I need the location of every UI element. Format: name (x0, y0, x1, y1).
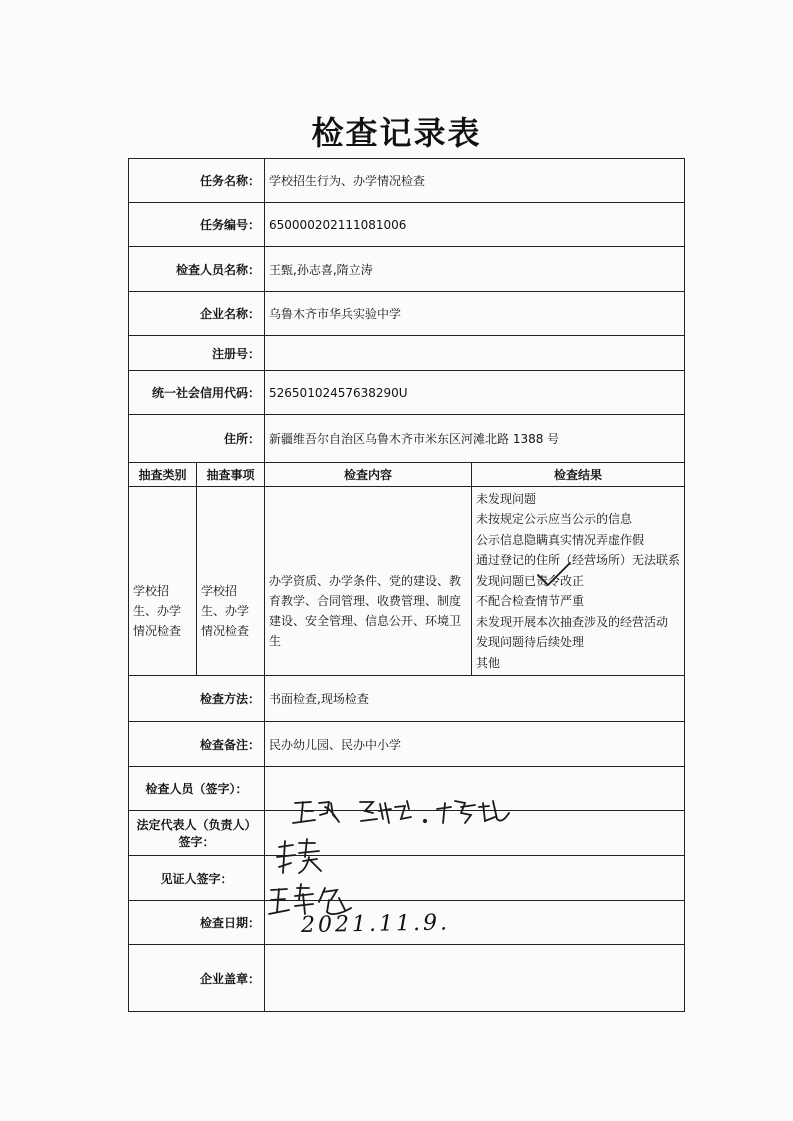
address-value: 新疆维吾尔自治区乌鲁木齐市米东区河滩北路 1388 号 (265, 415, 685, 463)
inspectors-label: 检查人员名称： (129, 247, 265, 292)
date-label: 检查日期： (129, 901, 265, 945)
task-name-value: 学校招生行为、办学情况检查 (265, 159, 685, 203)
credit-code-value: 52650102457638290U (265, 371, 685, 415)
address-label: 住所： (129, 415, 265, 463)
result-option: 发现问题待后续处理 (476, 635, 585, 650)
page-title: 检查记录表 (311, 114, 482, 152)
check-mark-icon (534, 561, 574, 589)
method-label: 检查方法： (129, 676, 265, 722)
content-cell: 办学资质、办学条件、党的建设、教育教学、合同管理、收费管理、制度建设、安全管理、信息公开、环境卫生 (265, 487, 472, 676)
task-name-label: 任务名称： (129, 159, 265, 203)
company-label: 企业名称： (129, 292, 265, 336)
inspector-signature-icon (265, 789, 685, 833)
category-cell: 学校招生、办学情况检查 (129, 487, 197, 676)
date-handwritten: 2021.11.9. (300, 910, 451, 939)
seal-label: 企业盖章： (129, 945, 265, 1012)
inspection-record-table (128, 158, 685, 1012)
task-no-label: 任务编号： (129, 203, 265, 247)
result-option: 公示信息隐瞒真实情况弄虚作假 (476, 532, 645, 547)
header-category: 抽查类别 (129, 463, 197, 487)
result-option: 其他 (476, 655, 501, 670)
inspectors-value: 王甄,孙志喜,隋立涛 (265, 247, 685, 292)
credit-code-label: 统一社会信用代码： (129, 371, 265, 415)
inspector-sign-label: 检查人员（签字）： (129, 767, 265, 811)
legal-rep-signature-icon (265, 833, 465, 878)
result-option: 通过登记的住所（经营场所）无法联系 (476, 553, 681, 568)
method-value: 书面检查,现场检查 (265, 676, 685, 722)
seal-area (265, 945, 685, 1012)
remark-label: 检查备注： (129, 722, 265, 767)
legal-rep-sign-label: 法定代表人（负责人）签字： (129, 811, 265, 856)
result-list (472, 487, 685, 676)
item-cell: 学校招生、办学情况检查 (197, 487, 265, 676)
result-option: 未按规定公示应当公示的信息 (476, 512, 633, 527)
task-no-value: 650000202111081006 (265, 203, 685, 247)
header-content: 检查内容 (265, 463, 472, 487)
header-result: 检查结果 (472, 463, 685, 487)
result-option: 未发现问题 (476, 491, 537, 506)
remark-value: 民办幼儿园、民办中小学 (265, 722, 685, 767)
reg-no-label: 注册号： (129, 336, 265, 371)
header-item: 抽查事项 (197, 463, 265, 487)
inspector-signature (265, 767, 685, 811)
company-value: 乌鲁木齐市华兵实验中学 (265, 292, 685, 336)
reg-no-value (265, 336, 685, 371)
result-option: 未发现开展本次抽查涉及的经营活动 (476, 614, 669, 629)
result-option: 不配合检查情节严重 (476, 594, 585, 609)
result-option: 发现问题已责令改正 (476, 571, 680, 592)
witness-sign-label: 见证人签字： (129, 856, 265, 901)
